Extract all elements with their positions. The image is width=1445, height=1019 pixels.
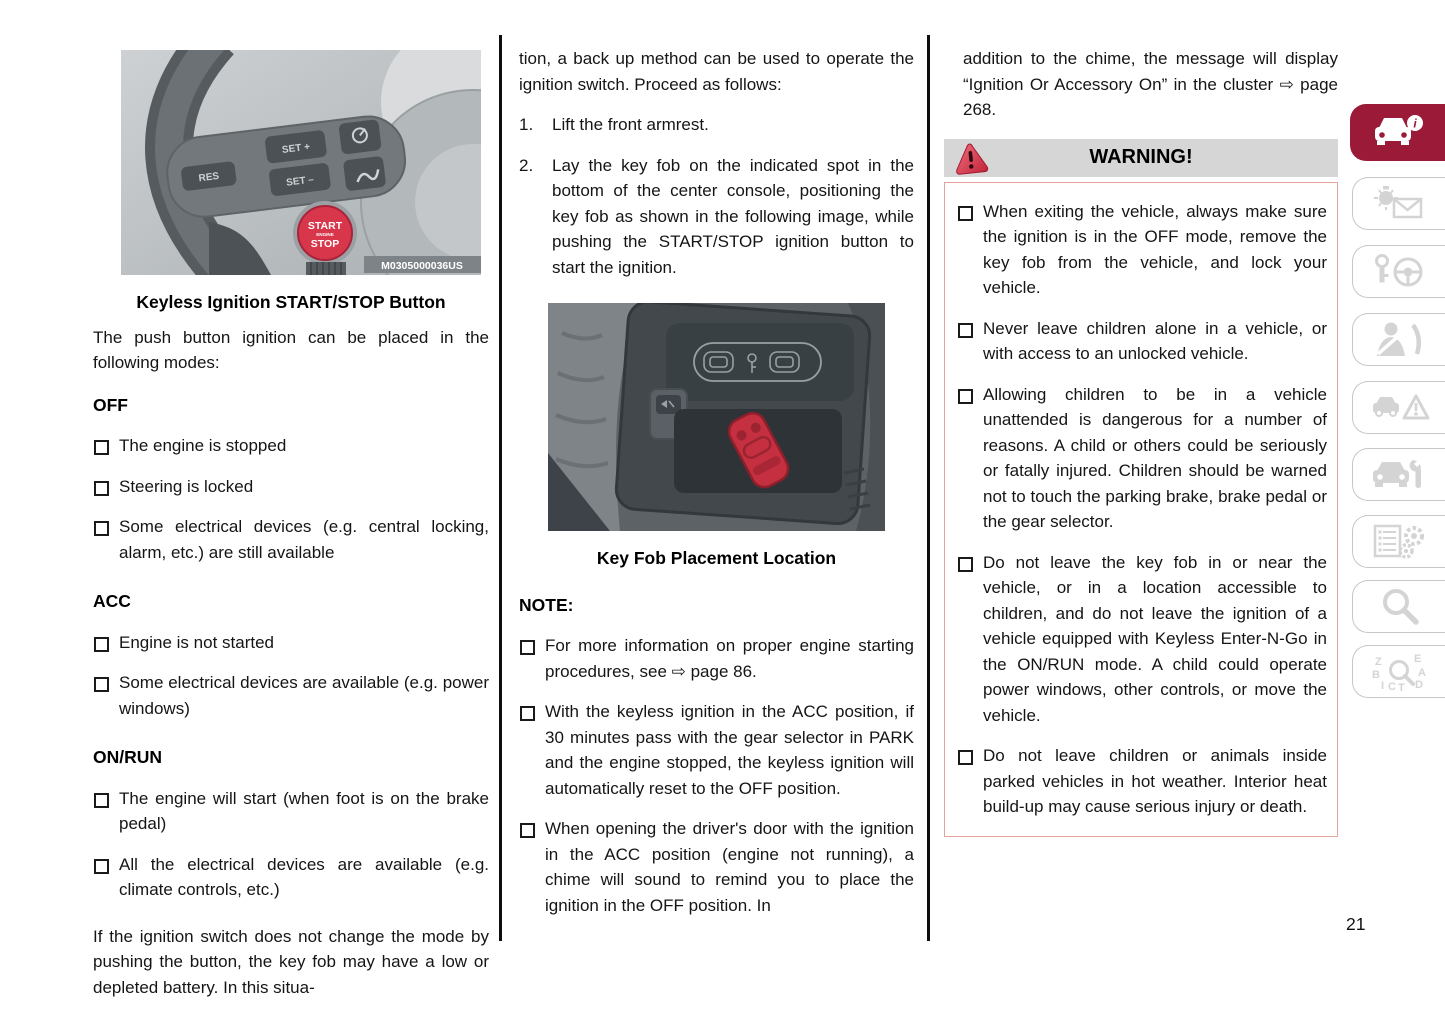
key-fob-image	[548, 303, 885, 531]
checkbox-bullet-icon	[94, 521, 109, 536]
column-divider	[927, 35, 930, 941]
step-text: Lay the key fob on the indicated spot in the bottom of the center console, positioning the key fob as shown in the following image, while pushing the START/STOP ignition button to start the ignition.	[552, 155, 914, 277]
mode-heading-off: OFF	[93, 394, 128, 415]
step-number: 1.	[519, 115, 534, 134]
list-item	[93, 433, 489, 459]
svg-text:I: I	[1380, 679, 1384, 692]
start-label: START	[307, 220, 343, 232]
warning-text: Never leave children alone in a vehicle, or with access to an unlocked vehicle.	[983, 318, 1327, 363]
key-fob-figure	[548, 303, 885, 531]
checkbox-bullet-icon	[94, 793, 109, 808]
note-text: When opening the driver's door with the ignition in the ACC position (engine not running), a chime will sound to remind you to place the ignition in the OFF position. In	[545, 819, 914, 915]
warning-text: When exiting the vehicle, always make sure the ignition is in the OFF mode, remove the key fob from the vehicle, and lock your vehicle.	[983, 201, 1327, 297]
note-heading: NOTE:	[519, 594, 574, 615]
key-steering-wheel-icon	[1369, 252, 1431, 292]
note-item	[519, 633, 914, 684]
note-text: For more information on proper engine starting procedures, see ⇨ page 86.	[545, 636, 914, 681]
sun-envelope-icon	[1369, 184, 1431, 224]
svg-text:i: i	[1413, 116, 1417, 130]
checkbox-bullet-icon	[958, 389, 973, 404]
step-item	[519, 112, 914, 138]
alphabetical-index-icon	[1369, 652, 1431, 692]
list-item	[93, 786, 489, 837]
mode-heading-acc: ACC	[93, 591, 131, 611]
sidebar-tab-instrument-panel[interactable]	[1352, 177, 1445, 230]
list-item-text: Some electrical devices (e.g. central locking, alarm, etc.) are still available	[119, 517, 489, 562]
warning-text: Do not leave the key fob in or near the vehicle, or in a location accessible to children, and do not leave the ignition of a vehicle equipped with Keyless Enter-N-Go in the ON/RUN mode. A child could operate power windows, other controls, or move the vehicle.	[983, 552, 1327, 725]
list-item-text: Engine is not started	[119, 632, 274, 652]
checkbox-bullet-icon	[94, 677, 109, 692]
checkbox-bullet-icon	[94, 859, 109, 874]
note-text: With the keyless ignition in the ACC position, if 30 minutes pass with the gear selector in PARK and the engine stopped, the keyless ignition will automatically reset to the OFF position.	[545, 702, 914, 798]
seatbelt-person-icon	[1369, 320, 1431, 360]
svg-text:A: A	[1417, 666, 1426, 679]
list-item	[93, 670, 489, 721]
list-item-text: The engine is stopped	[119, 436, 287, 455]
figure-code-label: M0305000036US	[381, 260, 463, 272]
note-item	[519, 699, 914, 801]
list-item-text: All the electrical devices are available (e.g. climate controls, etc.)	[119, 854, 489, 899]
step-text: Lift the front armrest.	[552, 115, 709, 134]
sidebar-tab-emergency[interactable]	[1352, 381, 1445, 434]
checkbox-bullet-icon	[520, 640, 535, 655]
checkbox-bullet-icon	[520, 823, 535, 838]
list-item-text: The engine will start (when foot is on the brake pedal)	[119, 788, 489, 833]
list-item	[93, 514, 489, 565]
set-plus-button-label: SET +	[281, 141, 311, 156]
warning-text: Allowing children to be in a vehicle unattended is dangerous for a number of reasons. A child or others could be seriously or fatally injured. Children should be warned not to touch the parking brake, brake pedal or the gear selector.	[983, 384, 1327, 531]
right-intro-paragraph: addition to the chime, the message will display “Ignition Or Accessory On” in the cluster ⇨ page 268.	[963, 49, 1338, 119]
list-item	[93, 852, 489, 903]
sidebar-tab-servicing[interactable]	[1352, 448, 1445, 501]
checkbox-bullet-icon	[958, 206, 973, 221]
warning-box	[944, 182, 1338, 837]
checkbox-bullet-icon	[94, 440, 109, 455]
warning-triangle-icon	[953, 142, 989, 175]
warning-item	[957, 743, 1327, 820]
list-item-text: Some electrical devices are available (e.g. power windows)	[119, 673, 489, 718]
left-outro-paragraph: If the ignition switch does not change the mode by pushing the button, the key fob may have a low or depleted battery. In this situa-	[93, 926, 489, 997]
sidebar-tab-index[interactable]	[1352, 580, 1445, 633]
step-item	[519, 153, 914, 281]
sidebar-tab-safety[interactable]	[1352, 313, 1445, 366]
car-info-icon	[1367, 113, 1429, 153]
res-button-label: RES	[198, 170, 220, 185]
warning-item	[957, 550, 1327, 729]
warning-text: Do not leave children or animals inside parked vehicles in hot weather. Interior heat build-up may cause serious injury or death.	[983, 746, 1327, 816]
set-minus-button-label: SET –	[285, 174, 315, 189]
middle-intro-paragraph: tion, a back up method can be used to operate the ignition switch. Proceed as follows:	[519, 49, 914, 94]
engine-label: ENGINE	[316, 232, 334, 237]
sidebar-tab-technical-specifications[interactable]	[1352, 515, 1445, 568]
checkbox-bullet-icon	[958, 557, 973, 572]
warning-item	[957, 199, 1327, 301]
figure-caption-steering: Keyless Ignition START/STOP Button	[136, 292, 446, 312]
warning-item	[957, 382, 1327, 535]
car-wrench-icon	[1369, 455, 1431, 495]
middle-column	[519, 40, 914, 918]
magnifier-icon	[1369, 587, 1431, 627]
checkbox-bullet-icon	[94, 637, 109, 652]
note-item	[519, 816, 914, 918]
warning-header	[944, 139, 1338, 177]
warning-title: WARNING!	[1089, 145, 1193, 168]
list-item	[93, 474, 489, 500]
car-warning-triangle-icon	[1369, 388, 1431, 428]
list-item-text: Steering is locked	[119, 476, 254, 496]
checkbox-bullet-icon	[958, 323, 973, 338]
svg-text:E: E	[1413, 652, 1421, 665]
mode-heading-onrun: ON/RUN	[93, 747, 163, 767]
column-divider	[499, 35, 502, 941]
svg-text:B: B	[1371, 668, 1380, 681]
checkbox-bullet-icon	[94, 481, 109, 496]
sidebar-tab-alphabetical-index[interactable]	[1352, 645, 1445, 698]
stop-label: STOP	[310, 238, 340, 250]
step-number: 2.	[519, 155, 534, 175]
sidebar-tab-getting-to-know-vehicle[interactable]	[1352, 245, 1445, 298]
svg-text:D: D	[1414, 678, 1423, 691]
list-item	[93, 630, 489, 656]
svg-text:Z: Z	[1374, 655, 1382, 668]
warning-item	[957, 316, 1327, 367]
svg-text:C: C	[1387, 680, 1396, 692]
checkbox-bullet-icon	[958, 750, 973, 765]
left-intro-paragraph: The push button ignition can be placed in the following modes:	[93, 327, 489, 372]
left-column	[93, 40, 489, 1017]
svg-text:T: T	[1397, 681, 1405, 692]
checkbox-bullet-icon	[520, 706, 535, 721]
sidebar-tab-vehicle-info[interactable]	[1350, 104, 1445, 161]
page-number: 21	[1346, 914, 1366, 934]
steering-wheel-image	[121, 50, 481, 275]
spec-list-gears-icon	[1369, 522, 1431, 562]
figure-caption-keyfob: Key Fob Placement Location	[596, 548, 837, 568]
right-column	[944, 40, 1338, 837]
steering-wheel-figure	[121, 50, 481, 275]
